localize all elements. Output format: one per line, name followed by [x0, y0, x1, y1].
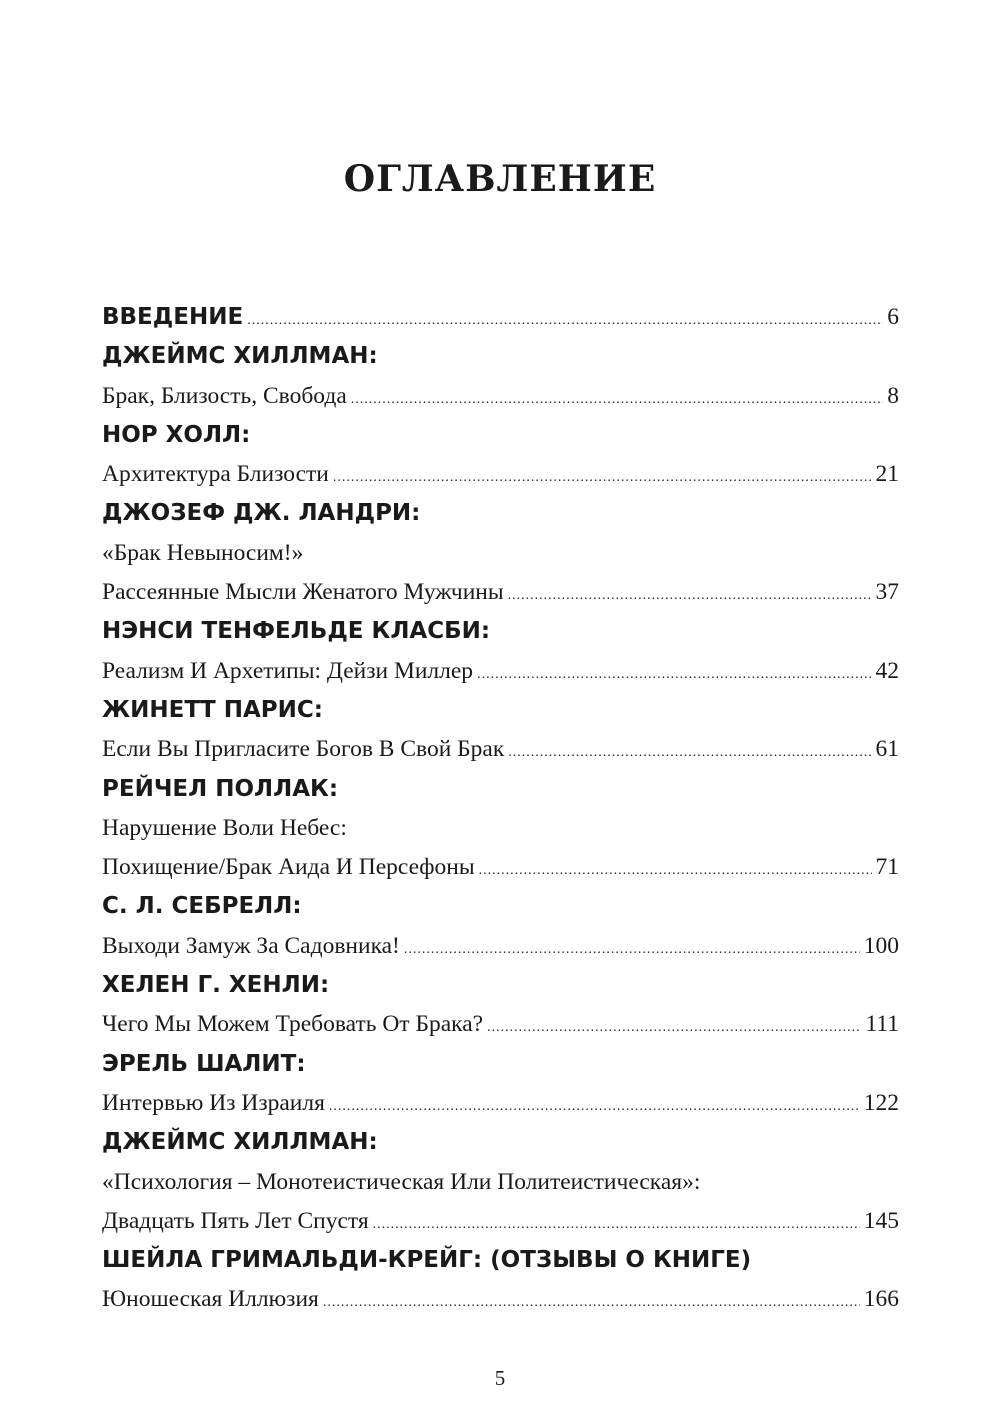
toc-entry: [102, 1202, 899, 1241]
toc-author-name: РЕЙЧЕЛ ПОЛЛАК:: [102, 775, 339, 802]
toc-author-name: ДЖОЗЕФ ДЖ. ЛАНДРИ:: [102, 500, 421, 527]
toc-entry-title: Нарушение Воли Небес:: [102, 814, 347, 841]
toc-entry: [102, 455, 899, 494]
table-of-contents: [102, 298, 899, 1320]
toc-entry: [102, 652, 899, 691]
dot-leader: [508, 576, 872, 612]
toc-entry-title: Реализм И Архетипы: Дейзи Миллер: [102, 657, 474, 684]
toc-author-name: ХЕЛЕН Г. ХЕНЛИ:: [102, 972, 330, 999]
toc-entry: [102, 927, 899, 966]
toc-entry: [102, 848, 899, 887]
toc-author: [102, 1241, 899, 1280]
toc-author-name: НЭНСИ ТЕНФЕЛЬДЕ КЛАСБИ:: [102, 618, 491, 645]
toc-entry-title: Выходи Замуж За Садовника!: [102, 932, 400, 959]
toc-entry: [102, 730, 899, 769]
toc-subtitle: [102, 1163, 899, 1202]
toc-page-number: 42: [875, 657, 899, 684]
dot-leader: [329, 1087, 860, 1123]
dot-leader: [487, 1008, 861, 1044]
toc-author-name: ЭРЕЛЬ ШАЛИТ:: [102, 1050, 306, 1077]
toc-author-name: ШЕЙЛА ГРИМАЛЬДИ-КРЕЙГ: (ОТЗЫВЫ О КНИГЕ): [102, 1247, 752, 1274]
toc-entry-title: Двадцать Пять Лет Спустя: [102, 1207, 369, 1234]
toc-entry: [102, 1280, 899, 1319]
toc-entry-title: Юношеская Иллюзия: [102, 1286, 319, 1313]
toc-page-number: 166: [863, 1286, 899, 1313]
toc-author: [102, 966, 899, 1005]
toc-author-name: ЖИНЕТТ ПАРИС:: [102, 696, 323, 723]
toc-author: [102, 1123, 899, 1162]
toc-author: [102, 887, 899, 926]
dot-leader: [351, 380, 883, 416]
toc-entry: [102, 1005, 899, 1044]
toc-author-name: НОР ХОЛЛ:: [102, 421, 251, 448]
toc-entry-title: «Брак Невыносим!»: [102, 539, 304, 566]
toc-entry-title: Похищение/Брак Аида И Персефоны: [102, 854, 475, 881]
toc-author: [102, 494, 899, 533]
toc-author: [102, 1045, 899, 1084]
toc-entry: [102, 298, 899, 337]
toc-entry: [102, 573, 899, 612]
toc-page-number: 6: [887, 304, 899, 330]
toc-entry-title: Интервью Из Израиля: [102, 1089, 325, 1116]
dot-leader: [508, 733, 871, 769]
dot-leader: [404, 930, 860, 966]
dot-leader: [247, 301, 883, 337]
page-number: 5: [494, 1366, 506, 1390]
page-title: ОГЛАВЛЕНИЕ: [343, 158, 657, 200]
toc-author: [102, 770, 899, 809]
toc-page-number: 100: [863, 932, 899, 959]
toc-page-number: 21: [875, 461, 899, 488]
toc-author-name: С. Л. СЕБРЕЛЛ:: [102, 893, 302, 920]
toc-subtitle: [102, 534, 899, 573]
toc-entry: [102, 377, 899, 416]
toc-entry-title: «Психология – Монотеистическая Или Политеистическая»:: [102, 1168, 701, 1195]
toc-author-name: ДЖЕЙМС ХИЛЛМАН:: [102, 343, 378, 370]
dot-leader: [373, 1205, 860, 1241]
toc-page-number: 145: [863, 1207, 899, 1234]
toc-author: [102, 416, 899, 455]
toc-entry-title: Чего Мы Можем Требовать От Брака?: [102, 1011, 484, 1038]
toc-subtitle: [102, 809, 899, 848]
toc-author-name: ДЖЕЙМС ХИЛЛМАН:: [102, 1129, 378, 1156]
toc-entry-title: Брак, Близость, Свобода: [102, 382, 347, 409]
dot-leader: [479, 851, 872, 887]
toc-entry: [102, 1084, 899, 1123]
toc-page-number: 61: [875, 736, 899, 763]
toc-page-number: 37: [875, 579, 899, 606]
toc-author: [102, 337, 899, 376]
toc-page-number: 111: [865, 1011, 899, 1038]
toc-page-number: 71: [875, 854, 899, 881]
toc-page-number: 8: [887, 382, 899, 409]
dot-leader: [323, 1283, 860, 1319]
toc-author: [102, 612, 899, 651]
toc-page-number: 122: [863, 1089, 899, 1116]
dot-leader: [477, 655, 871, 691]
toc-author: [102, 691, 899, 730]
dot-leader: [333, 458, 872, 494]
toc-entry-title: Архитектура Близости: [102, 461, 329, 488]
toc-entry-title: ВВЕДЕНИЕ: [102, 304, 244, 330]
toc-entry-title: Рассеянные Мысли Женатого Мужчины: [102, 579, 504, 606]
toc-entry-title: Если Вы Пригласите Богов В Свой Брак: [102, 736, 505, 763]
